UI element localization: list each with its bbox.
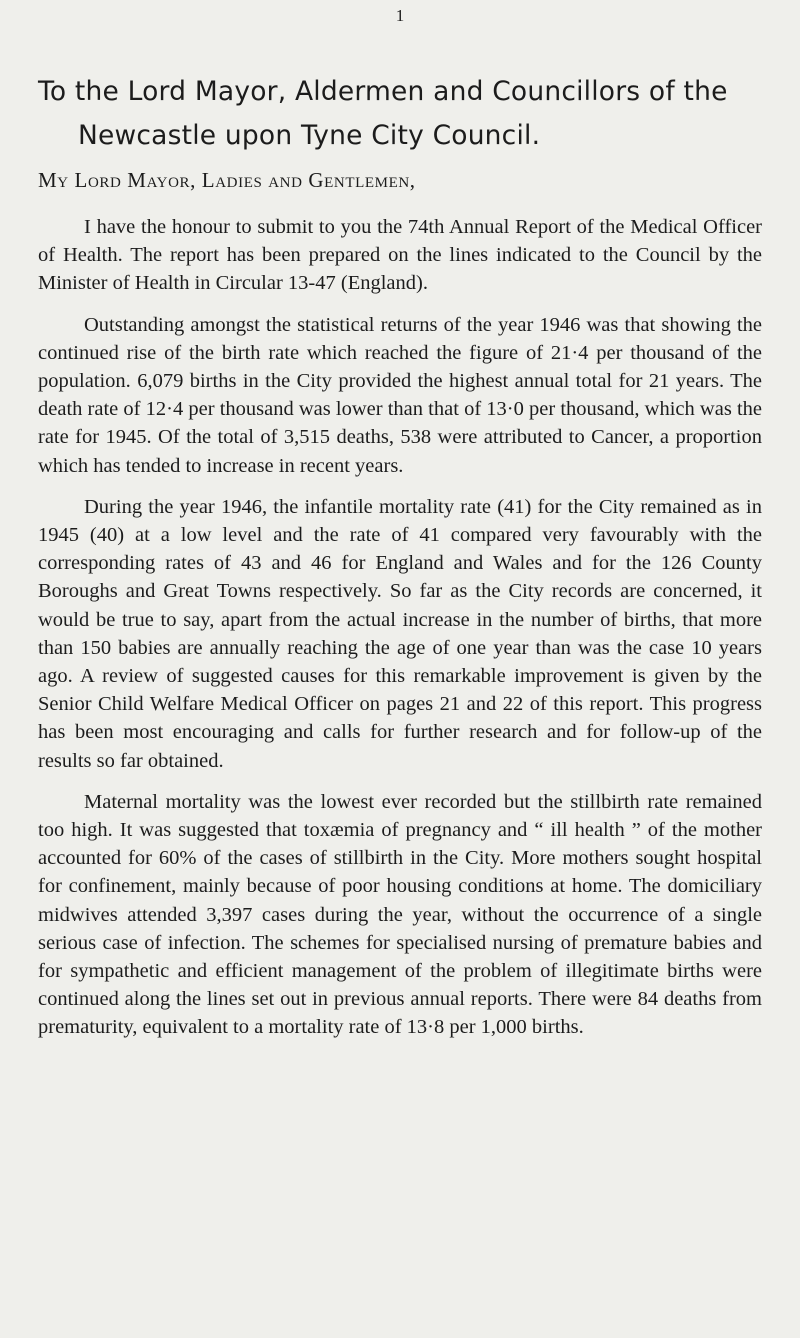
title-line-1: To the Lord Mayor, Aldermen and Councillors of the (38, 76, 728, 107)
letter-body (38, 213, 762, 1055)
paragraph-infant-mortality: During the year 1946, the infantile mortality rate (41) for the City remained as in 1945 (40) at a low level and the rate of 41 compared very favourably with the corresponding rates of 43 and 46 for England and Wales and for the 126 County Boroughs and Great Towns respectively. So far as the City records are concerned, it would be true to say, apart from the actual increase in the number of births, that more than 150 babies are annually reaching the age of one year than was the case 10 years ago. A review of suggested causes for this remarkable improvement is given by the Senior Child Welfare Medical Officer on pages 21 and 22 of this report. This progress has been most encouraging and calls for further research and for follow-up of the results so far obtained. (38, 495, 762, 772)
paragraph-birth-death-rates: Outstanding amongst the statistical returns of the year 1946 was that showing the continued rise of the birth rate which reached the figure of 21·4 per thousand of the population. 6,079 births in the City provided the highest annual total for 21 years. The death rate of 12·4 per thousand was lower than that of 13·0 per thousand, which was the rate for 1945. Of the total of 3,515 deaths, 538 were attributed to Cancer, a proportion which has tended to increase in recent years. (38, 313, 762, 477)
page-number: 1 (395, 6, 405, 25)
paragraph-maternal-mortality: Maternal mortality was the lowest ever recorded but the stillbirth rate remained too high. It was suggested that toxæmia of pregnancy and “ ill health ” of the mother accounted for 60% of the cases of stillbirth in the City. More mothers sought hospital for confinement, mainly because of poor housing conditions at home. The domiciliary midwives attended 3,397 cases during the year, without the occurrence of a single serious case of infection. The schemes for specialised nursing of premature babies and for sympathetic and efficient management of the problem of illegitimate births were continued along the lines set out in previous annual reports. There were 84 deaths from prematurity, equivalent to a mortality rate of 13·8 per 1,000 births. (38, 790, 762, 1039)
page-title (38, 70, 778, 158)
salutation: My Lord Mayor, Ladies and Gentlemen, (38, 168, 416, 192)
paragraph-annual-report: I have the honour to submit to you the 74th Annual Report of the Medical Officer of Health. The report has been prepared on the lines indicated to the Council by the Minister of Health in Circular 13-47 (England). (38, 216, 762, 295)
title-line-2: Newcastle upon Tyne City Council. (78, 120, 541, 151)
